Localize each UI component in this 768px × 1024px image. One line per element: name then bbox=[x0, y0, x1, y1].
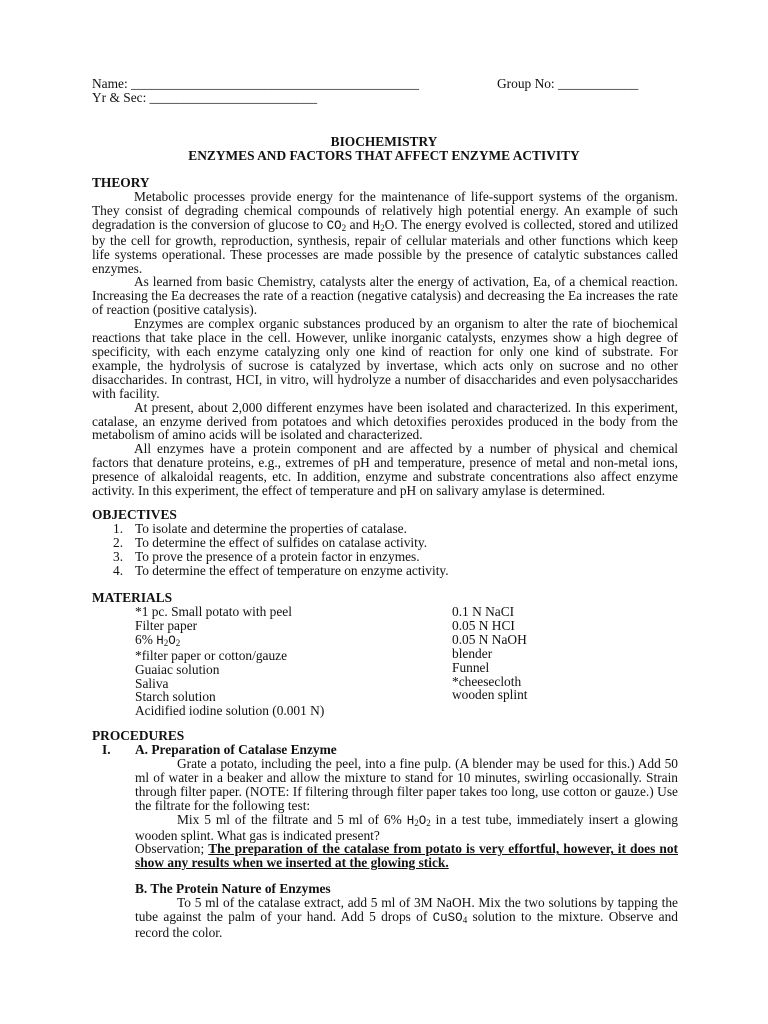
topic-title: ENZYMES AND FACTORS THAT AFFECT ENZYME ACTIVITY bbox=[188, 148, 580, 163]
yr-sec-field[interactable]: Yr & Sec: _________________________ bbox=[92, 90, 318, 105]
list-item: 1. To isolate and determine the properties of catalase. bbox=[113, 521, 407, 536]
procedure-b-body bbox=[135, 896, 678, 940]
list-item: *cheesecloth bbox=[452, 673, 522, 689]
group-field[interactable]: Group No: ____________ bbox=[497, 76, 639, 91]
list-item: 4. To determine the effect of temperature on enzyme activity. bbox=[113, 562, 449, 578]
theory-heading: THEORY bbox=[92, 175, 150, 190]
theory-section bbox=[92, 190, 678, 498]
objectives-list bbox=[113, 522, 449, 578]
list-item: Saliva bbox=[135, 675, 169, 691]
list-item: Funnel bbox=[452, 659, 490, 675]
procedure-a-paragraph-1: Grate a potato, including the peel, into a fine pulp. (A blender may be used for this.) Add 50 ml of water in a beaker and allow the mixture to stand for 10 minutes, swirling occasionally. Strain through filter paper. (NOTE: If filtering through filter paper takes too long, use cotton or gauze.) Use the filtrate for the following test: bbox=[135, 756, 678, 813]
list-item: 2. To determine the effect of sulfides on catalase activity. bbox=[113, 534, 428, 550]
procedure-a-body bbox=[135, 757, 678, 870]
list-item: blender bbox=[452, 645, 493, 661]
list-item: 0.1 N NaCI bbox=[452, 604, 515, 619]
procedure-b-paragraph-1: To 5 ml of the catalase extract, add 5 ml of 3M NaOH. Mix the two solutions by tapping the tube against the palm of your hand. Add 5 drops of CuSO$_4$ solution to the mixture. Observe and record the color. bbox=[135, 895, 678, 940]
list-item: 6% $H_2O_2$ bbox=[135, 631, 181, 648]
materials-right-list bbox=[452, 605, 528, 702]
name-line: ___________________________________________ bbox=[131, 76, 419, 91]
list-item: 0.05 N NaOH bbox=[452, 631, 527, 647]
list-item: *1 pc. Small potato with peel bbox=[135, 604, 292, 619]
theory-paragraph-4: At present, about 2,000 different enzymes have been isolated and characterized. In this experiment, catalase, an enzyme derived from potatoes and which detoxifies peroxides produced in the body from the metabolism of amino acids will be isolated and characterized. bbox=[92, 399, 678, 443]
procedures-heading: PROCEDURES bbox=[92, 728, 185, 743]
observation-answer: The preparation of the catalase from potato is very effortful, however, it does not show any results when we inserted at the glowing stick. bbox=[135, 841, 678, 871]
list-item: wooden splint bbox=[452, 687, 528, 703]
procedure-roman-numeral: I. bbox=[102, 742, 111, 757]
materials-left-list bbox=[135, 605, 324, 718]
subject-title: BIOCHEMISTRY bbox=[330, 134, 438, 149]
procedure-b-heading: B. The Protein Nature of Enzymes bbox=[135, 881, 331, 896]
list-item: Acidified iodine solution (0.001 N) bbox=[135, 703, 325, 719]
list-item: 3. To prove the presence of a protein factor in enzymes. bbox=[113, 548, 420, 564]
list-item: Guaiac solution bbox=[135, 661, 220, 677]
procedure-a-heading: A. Preparation of Catalase Enzyme bbox=[135, 742, 337, 757]
list-item: Starch solution bbox=[135, 689, 216, 705]
list-item: *filter paper or cotton/gauze bbox=[135, 647, 288, 663]
name-field[interactable]: Name: ___________________________________________ bbox=[92, 76, 419, 91]
group-line: ____________ bbox=[558, 76, 639, 91]
theory-paragraph-2: As learned from basic Chemistry, catalysts alter the energy of activation, Ea, of a chemical reaction. Increasing the Ea decreases the rate of a reaction (negative catalysis) and decreasing the Ea increases the rate of reaction (positive catalysis). bbox=[92, 274, 678, 318]
theory-paragraph-3: Enzymes are complex organic substances produced by an organism to alter the rate of biochemical reactions that take place in the cell. However, unlike inorganic catalysts, enzymes show a high degree of specificity, with each enzyme catalyzing only one kind of reaction for only one kind of substrate. For example, the hydrolysis of sucrose is catalyzed by invertase, which acts only on sucrose and no other disaccharides. In contrast, HCI, in vitro, will hydrolyze a number of disaccharides and even polysaccharides with facility. bbox=[92, 316, 678, 401]
list-item: Filter paper bbox=[135, 617, 198, 633]
list-item: 0.05 N HCI bbox=[452, 617, 515, 633]
procedure-a-paragraph-2: Mix 5 ml of the filtrate and 5 ml of 6% $H_2O_2$ in a test tube, immediately insert a glowing wooden splint. What gas is indicated present? bbox=[135, 811, 678, 843]
theory-paragraph-5: All enzymes have a protein component and are affected by a number of physical and chemical factors that denature proteins, e.g., extremes of pH and temperature, presence of metal and non-metal ions, presence of alkaloidal reagents, etc. In addition, enzyme and substrate concentrations also affect enzyme activity. In this experiment, the effect of temperature and pH on salivary amylase is determined. bbox=[92, 441, 678, 499]
yr-sec-line: _________________________ bbox=[149, 90, 318, 105]
objectives-heading: OBJECTIVES bbox=[92, 507, 177, 522]
observation: Observation; The preparation of the catalase from potato is very effortful, however, it does not show any results when we inserted at the glowing stick. bbox=[135, 841, 678, 871]
theory-paragraph-1: Metabolic processes provide energy for the maintenance of life-support systems of the organism. They consist of degrading chemical compounds of relatively high potential energy. An example of such degradation is the conversion of glucose to $CO_2$ and $H_2O$. The energy evolved is collected, stored and utilized by the cell for growth, reproduction, synthesis, repair of cellular materials and other functions which keep life systems operational. These processes are made possible by the presence of catalytic substances called enzymes. bbox=[92, 189, 679, 276]
materials-heading: MATERIALS bbox=[92, 590, 173, 605]
